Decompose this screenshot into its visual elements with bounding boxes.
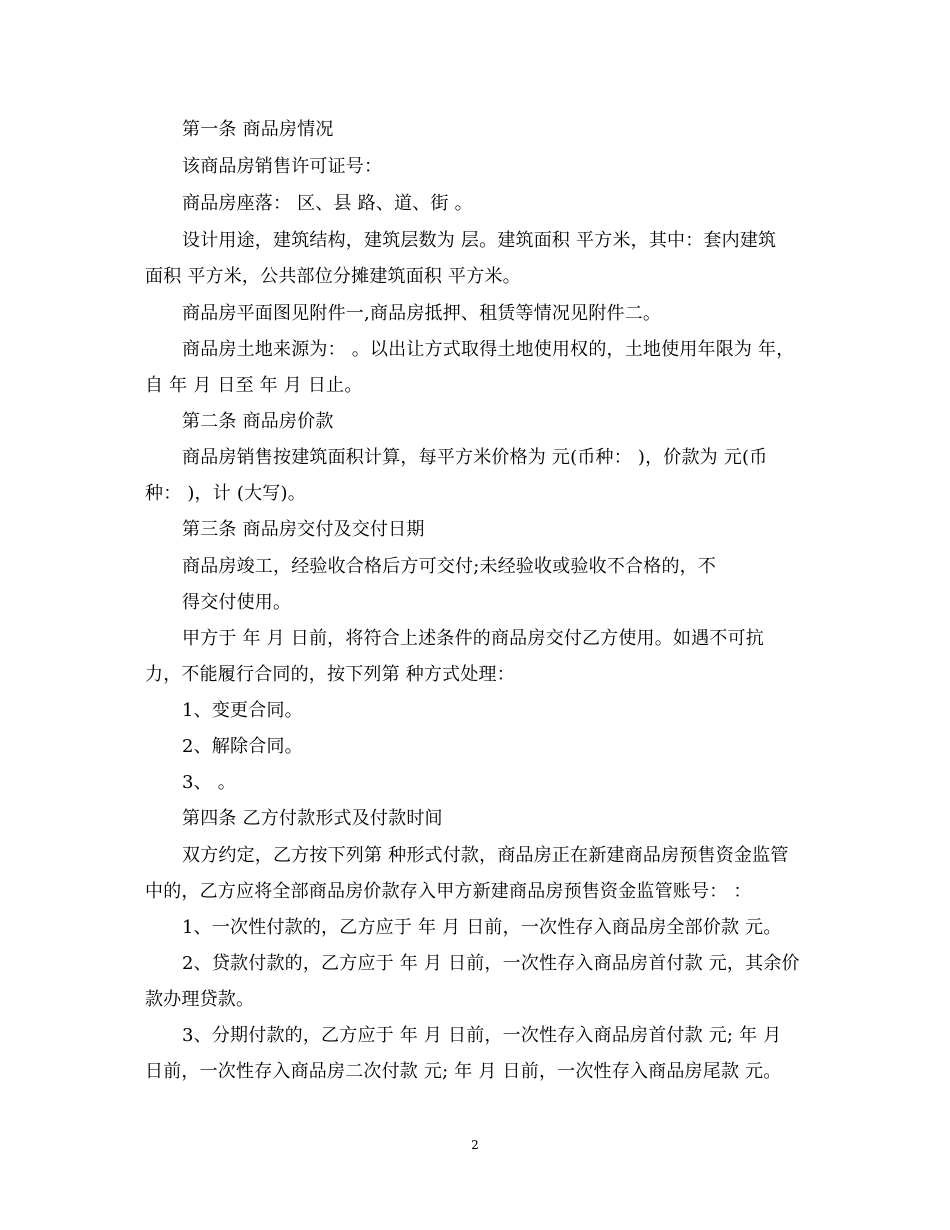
paragraph-line: 种： )，计 (大写)。 [145,483,306,504]
article-2-heading: 第二条 商品房价款 [182,411,334,432]
paragraph-line: 设计用途，建筑结构，建筑层数为 层。建筑面积 平方米，其中：套内建筑 [182,230,777,251]
list-item: 3、 。 [182,772,236,793]
paragraph-line: 款办理贷款。 [145,989,255,1010]
list-item: 1、一次性付款的，乙方应于 年 月 日前，一次性存入商品房全部价款 元。 [182,917,782,938]
paragraph-line: 商品房平面图见附件一,商品房抵押、租赁等情况见附件二。 [182,303,662,324]
list-item: 2、解除合同。 [182,736,303,757]
paragraph-line: 日前，一次性存入商品房二次付款 元; 年 月 日前，一次性存入商品房尾款 元。 [145,1061,782,1082]
list-item: 1、变更合同。 [182,700,303,721]
article-1-heading: 第一条 商品房情况 [182,119,334,140]
paragraph-line: 自 年 月 日至 年 月 日止。 [145,375,363,396]
page-number: 2 [471,1138,479,1152]
paragraph-line: 商品房土地来源为： 。以出让方式取得土地使用权的，土地使用年限为 年， [182,339,795,360]
list-item: 2、贷款付款的，乙方应于 年 月 日前，一次性存入商品房首付款 元，其余价 [182,953,800,974]
paragraph-line: 商品房销售按建筑面积计算，每平方米价格为 元(币种： )，价款为 元(币 [182,447,768,468]
paragraph-line: 甲方于 年 月 日前，将符合上述条件的商品房交付乙方使用。如遇不可抗 [182,628,764,649]
paragraph-line: 中的，乙方应将全部商品房价款存入甲方新建商品房预售资金监管账号： ： [145,881,752,902]
list-item: 3、分期付款的，乙方应于 年 月 日前，一次性存入商品房首付款 元; 年 月 [182,1025,782,1046]
paragraph-line: 商品房竣工，经验收合格后方可交付;未经验收或验收不合格的，不 [182,556,717,577]
article-4-heading: 第四条 乙方付款形式及付款时间 [182,808,443,829]
paragraph-line: 得交付使用。 [182,592,292,613]
paragraph-line: 力，不能履行合同的，按下列第 种方式处理： [145,664,515,685]
article-3-heading: 第三条 商品房交付及交付日期 [182,519,425,540]
paragraph-line: 双方约定，乙方按下列第 种形式付款，商品房正在新建商品房预售资金监管 [182,845,789,866]
paragraph-line: 商品房座落： 区、县 路、道、街 。 [182,193,473,214]
paragraph-line: 面积 平方米，公共部位分摊建筑面积 平方米。 [145,266,521,287]
paragraph-line: 该商品房销售许可证号： [182,156,383,177]
